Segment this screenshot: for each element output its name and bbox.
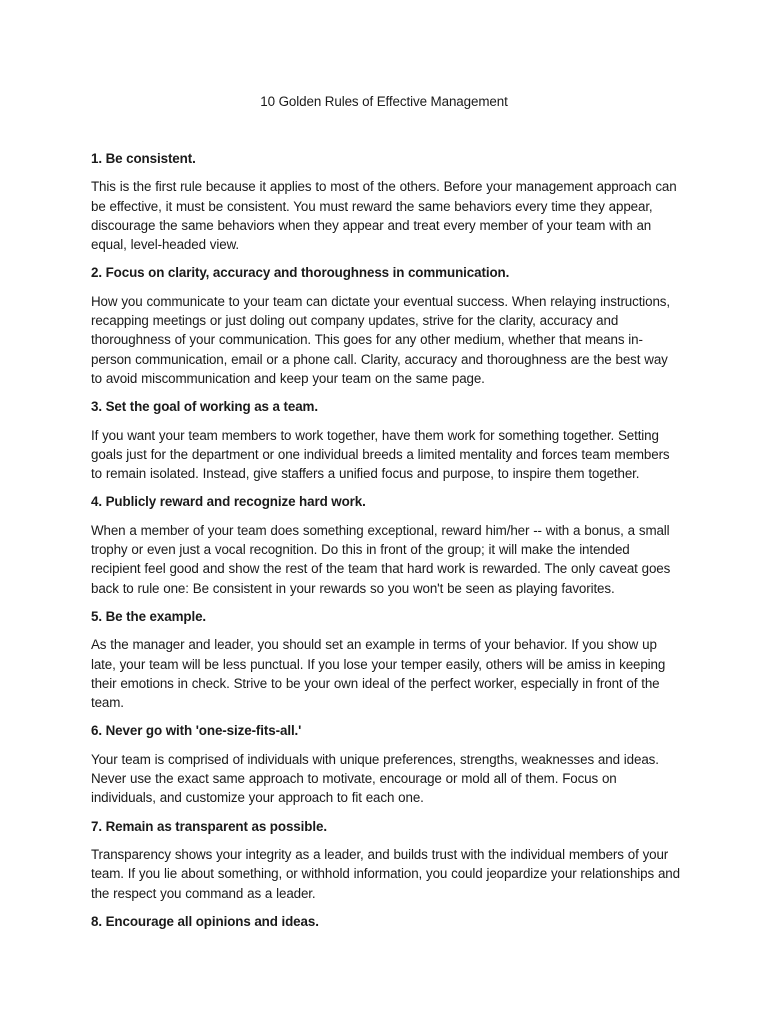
rules-list bbox=[91, 149, 681, 940]
rule-section-7 bbox=[91, 817, 681, 903]
rule-body: As the manager and leader, you should set an example in terms of your behavior. If you show up late, your team will be less punctual. If you lose your temper easily, others will be amiss in keeping their emotions in check. Strive to be your own ideal of the perfect worker, especially in front of the team. bbox=[91, 637, 666, 711]
rule-heading: 5. Be the example. bbox=[91, 608, 207, 624]
rule-section-6 bbox=[91, 721, 681, 807]
rule-body: This is the first rule because it applies to most of the others. Before your management approach can be effective, it must be consistent. You must reward the same behaviors every time they appear, discourage the same behaviors when they appear and treat every member of your team with an equal, level-headed view. bbox=[91, 179, 677, 253]
rule-heading: 3. Set the goal of working as a team. bbox=[91, 399, 318, 415]
rule-heading: 2. Focus on clarity, accuracy and thoroughness in communication. bbox=[91, 265, 510, 281]
rule-body: Your team is comprised of individuals with unique preferences, strengths, weaknesses and ideas. Never use the exact same approach to motivate, encourage or mold all of them. Focus on individuals, and customize your approach to fit each one. bbox=[91, 751, 659, 806]
rule-section-1 bbox=[91, 149, 681, 254]
document-title: 10 Golden Rules of Effective Management bbox=[260, 94, 508, 109]
rule-body: Transparency shows your integrity as a leader, and builds trust with the individual members of your team. If you lie about something, or withhold information, you could jeopardize your relationships and the respect you command as a leader. bbox=[91, 846, 680, 901]
rule-heading: 4. Publicly reward and recognize hard work. bbox=[91, 494, 366, 510]
rule-body: How you communicate to your team can dictate your eventual success. When relaying instructions, recapping meetings or just doling out company updates, strive for the clarity, accuracy and thoroughness of your communication. This goes for any other medium, whether that means in-person communication, email or a phone call. Clarity, accuracy and thoroughness are the best way to avoid miscommunication and keep your team on the same page. bbox=[91, 293, 670, 386]
rule-heading: 7. Remain as transparent as possible. bbox=[91, 818, 327, 834]
rule-heading: 8. Encourage all opinions and ideas. bbox=[91, 913, 319, 929]
rule-section-4 bbox=[91, 492, 681, 597]
rule-section-2 bbox=[91, 263, 681, 388]
rule-heading: 1. Be consistent. bbox=[91, 151, 196, 166]
rule-heading: 6. Never go with 'one-size-fits-all.' bbox=[91, 723, 302, 739]
rule-section-8 bbox=[91, 912, 681, 931]
rule-section-3 bbox=[91, 397, 681, 483]
rule-body: If you want your team members to work together, have them work for something together. Setting goals just for the department or one individual breeds a limited mentality and forces team members to remain isolated. Instead, give staffers a unified focus and purpose, to inspire them together. bbox=[91, 427, 670, 482]
rule-body: When a member of your team does something exceptional, reward him/her -- with a bonus, a small trophy or even just a vocal recognition. Do this in front of the group; it will make the intended recipient feel good and show the rest of the team that hard work is rewarded. The only caveat goes back to rule one: Be consistent in your rewards so you won't be seen as playing favorites. bbox=[91, 522, 671, 596]
rule-section-5 bbox=[91, 607, 681, 712]
